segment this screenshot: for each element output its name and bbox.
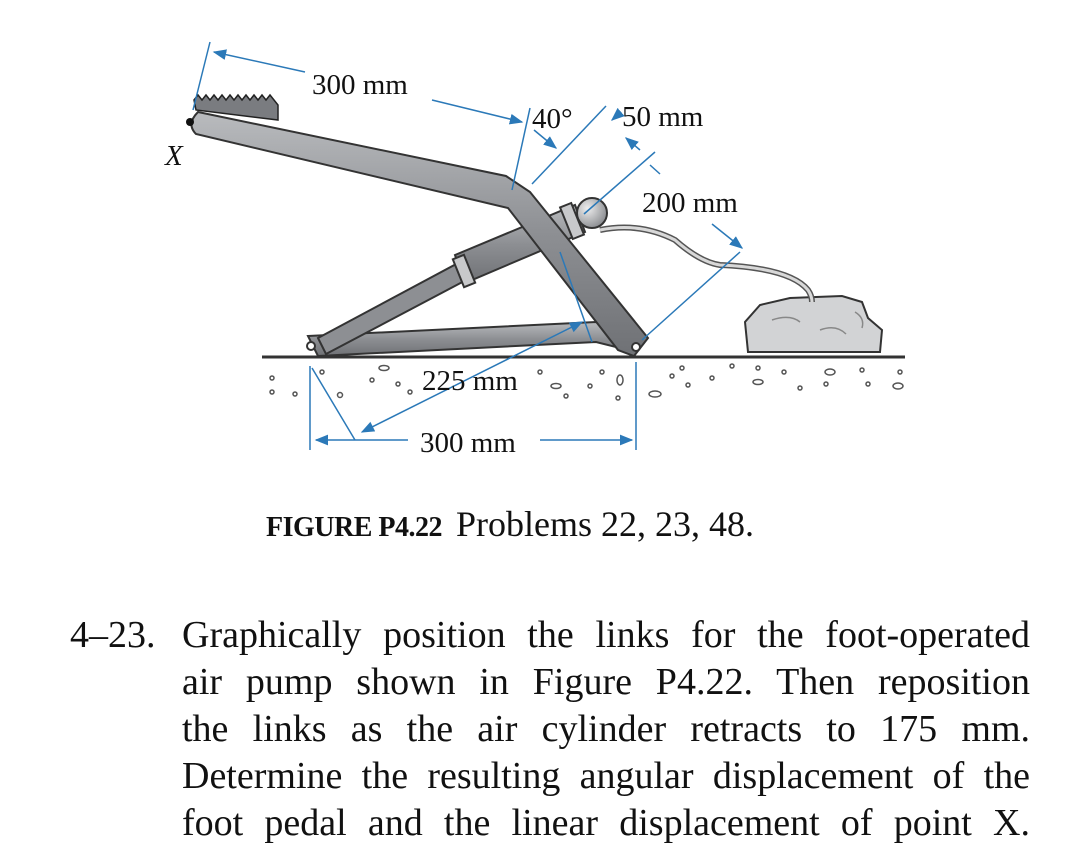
lower-pivot [632,343,640,351]
air-hose [600,228,812,302]
problem-line: the links as the air cylinder retracts to 175 mm. [182,708,1030,750]
figure-caption [266,500,966,552]
rock [745,296,882,352]
problem-line: Determine the resulting angular displacement of the [182,755,1030,797]
figure-caption-label: FIGURE P4.22 [266,512,442,543]
ground-texture [270,364,903,400]
problem-statement [70,612,1030,847]
problem-number: 4–23. [70,614,156,656]
dim-offset: 50 mm [622,101,704,133]
pump-ball [577,198,607,228]
dim-base-span: 300 mm [420,427,516,459]
ground-pivot [307,342,315,350]
point-x-label: X [165,140,183,172]
figure-caption-text: Problems 22, 23, 48. [456,504,755,544]
dim-angle: 40° [532,103,573,135]
problem-line: Graphically position the links for the foot-operated [182,614,1030,656]
dim-base-link: 225 mm [422,365,518,397]
point-x-marker [186,118,194,126]
dim-cylinder: 200 mm [642,187,738,219]
problem-line: foot pedal and the linear displacement of point X. [182,802,1030,844]
problem-line: air pump shown in Figure P4.22. Then reposition [182,661,1030,703]
dim-pedal-length: 300 mm [312,69,408,101]
